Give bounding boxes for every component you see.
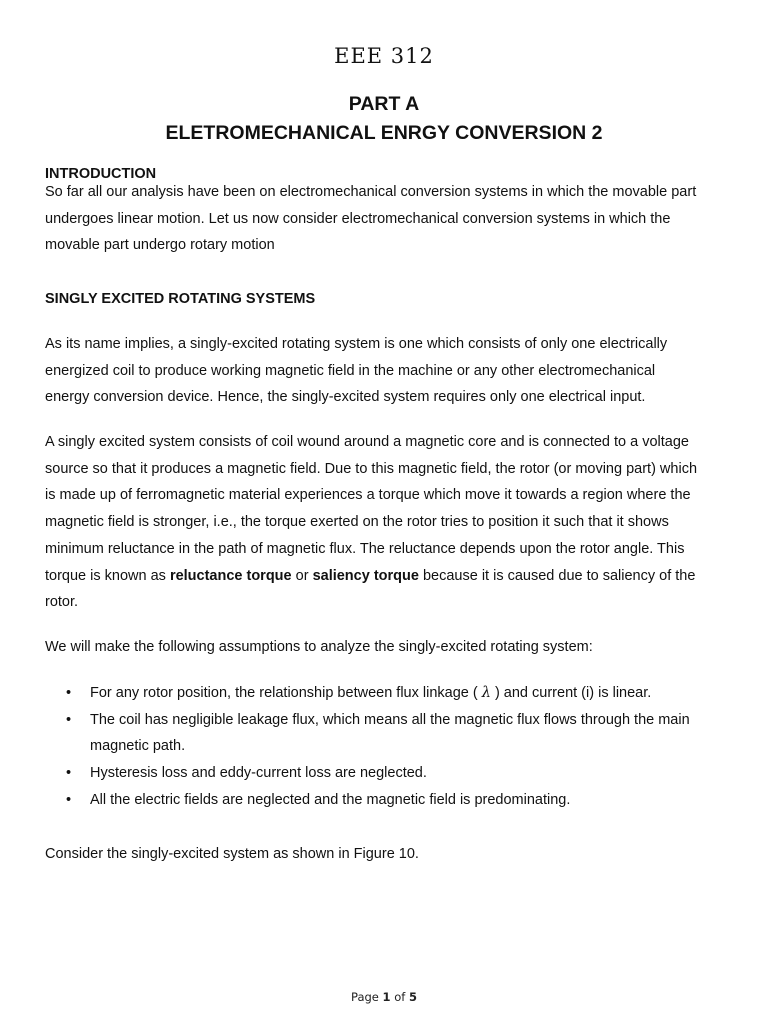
course-code: EEE 312 — [334, 44, 434, 68]
closing-paragraph — [45, 841, 735, 868]
text-line: movable part undergo rotary motion — [45, 237, 275, 254]
document-title: ELETROMECHANICAL ENRGY CONVERSION 2 — [165, 122, 603, 144]
text-line: source so that it produces a magnetic field. Due to this magnetic field, the rotor (or moving part) which — [45, 460, 698, 477]
paragraph-definition — [45, 331, 735, 411]
bullet-icon: • — [66, 765, 72, 782]
list-item — [45, 760, 745, 787]
list-item — [45, 707, 745, 760]
text-line-with-bold — [45, 563, 735, 590]
list-item — [45, 680, 745, 707]
introduction-paragraph — [45, 179, 735, 259]
text-line: We will make the following assumptions to analyze the singly-excited rotating system: — [45, 639, 593, 655]
page-number: 1 — [382, 990, 391, 1004]
lambda-symbol: λ — [481, 685, 491, 701]
text-line: undergoes linear motion. Let us now consider electromechanical conversion systems in which the — [45, 210, 671, 227]
text-fragment: or — [291, 567, 313, 584]
text-line: As its name implies, a singly-excited rotating system is one which consists of only one electrically — [45, 336, 668, 352]
text-line: The coil has negligible leakage flux, which means all the magnetic flux flows through the main — [90, 711, 690, 728]
of-word: of — [394, 990, 406, 1004]
bullet-icon: • — [66, 685, 72, 701]
text-line: minimum reluctance in the path of magnetic flux. The reluctance depends upon the rotor angle. This — [45, 540, 685, 557]
page-footer — [0, 990, 768, 1004]
assumptions-list — [45, 680, 745, 814]
text-fragment: ) and current (i) is linear. — [490, 685, 652, 701]
section-heading: SINGLY EXCITED ROTATING SYSTEMS — [45, 291, 316, 307]
text-line: rotor. — [45, 594, 79, 611]
text-line: energy conversion device. Hence, the singly-excited system requires only one electrical input. — [45, 389, 646, 406]
assumptions-intro — [45, 634, 735, 661]
page-total: 5 — [408, 990, 417, 1004]
text-fragment: torque is known as — [45, 567, 170, 584]
text-line: is made up of ferromagnetic material experiences a torque which move it towards a region where the — [45, 487, 691, 504]
text-line: Consider the singly-excited system as shown in Figure 10. — [45, 846, 419, 862]
bullet-icon: • — [66, 791, 72, 808]
introduction-heading: INTRODUCTION — [45, 166, 157, 182]
text-fragment: Hysteresis loss and eddy-current loss are neglected. — [90, 765, 427, 782]
text-line: A singly excited system consists of coil wound around a magnetic core and is connected to a voltage — [45, 434, 689, 450]
text-line: So far all our analysis have been on electromechanical conversion systems in which the movable part — [45, 184, 697, 200]
text-fragment: because it is caused due to saliency of the — [418, 567, 696, 584]
reluctance-torque-term: reluctance torque — [169, 567, 292, 584]
text-line: magnetic path. — [90, 738, 186, 755]
text-fragment: For any rotor position, the relationship between flux linkage ( — [90, 685, 482, 701]
text-line: magnetic field is stronger, i.e., the torque exerted on the rotor tries to position it such that it shows — [45, 514, 669, 531]
part-title: PART A — [348, 93, 420, 115]
text-line: energized coil to produce working magnetic field in the machine or any other electromechanical — [45, 362, 656, 379]
bullet-icon: • — [66, 711, 72, 728]
page-word: Page — [351, 990, 379, 1004]
list-item — [45, 787, 745, 814]
paragraph-description — [45, 429, 735, 616]
saliency-torque-term: saliency torque — [312, 567, 419, 584]
text-fragment: All the electric fields are neglected and the magnetic field is predominating. — [90, 791, 571, 808]
